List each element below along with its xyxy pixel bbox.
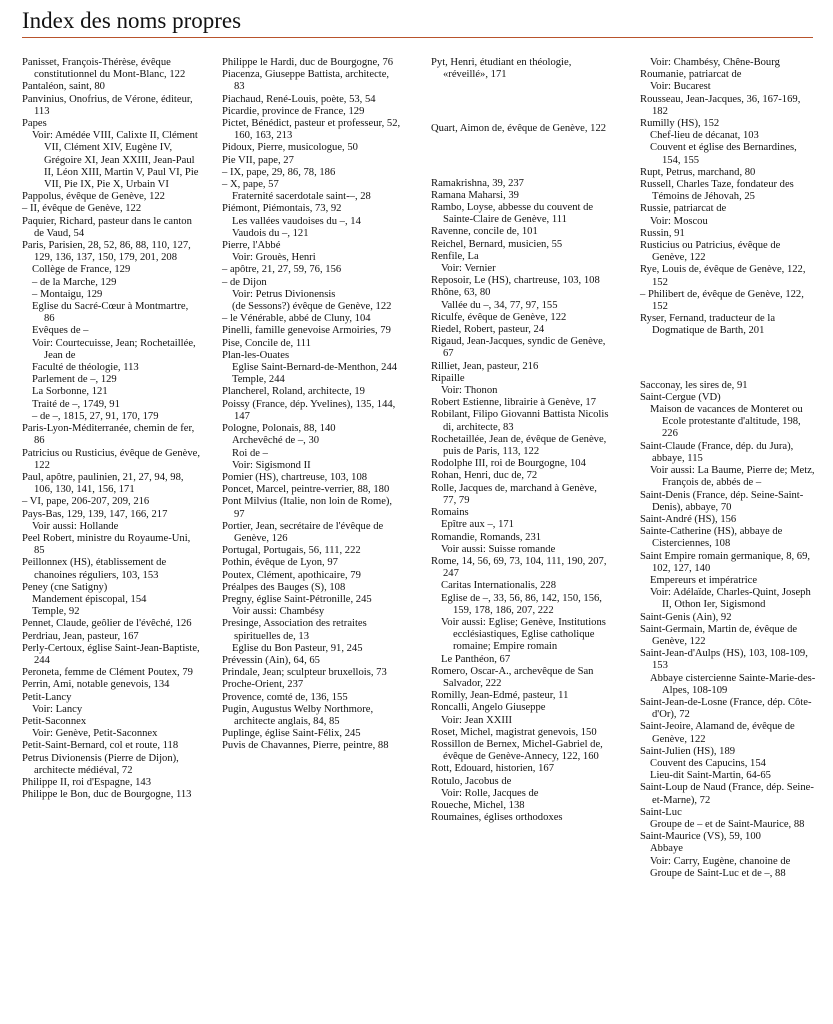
index-entry: Le Panthéon, 67 — [441, 653, 511, 665]
index-entry: Prévessin (Ain), 64, 65 — [222, 654, 320, 666]
index-entry: Paris, Parisien, 28, 52, 86, 88, 110, 127, 129, 136, 137, 150, 179, 201, 208 — [22, 240, 191, 264]
index-entry: Pays-Bas, 129, 139, 147, 166, 217 — [22, 508, 168, 520]
index-entry: Puvis de Chavannes, Pierre, peintre, 88 — [222, 740, 389, 752]
index-entry: Roueche, Michel, 138 — [431, 799, 525, 811]
index-entry: Eglise du Bon Pasteur, 91, 245 — [232, 642, 363, 654]
index-entry: Roncalli, Angelo Giuseppe — [431, 702, 546, 714]
index-entry: Poutex, Clément, apothicaire, 79 — [222, 569, 361, 581]
index-entry: Voir aussi: Eglise; Genève, Institutions ecclésiastiques, Eglise catholique romaine; Empire romain — [441, 616, 606, 653]
index-entry: Robert Estienne, librairie à Genève, 17 — [431, 397, 597, 409]
index-entry: Riculfe, évêque de Genève, 122 — [431, 311, 567, 323]
index-entry: Peillonnex (HS), établissement de chanoines réguliers, 103, 153 — [22, 557, 167, 581]
index-entry: Puplinge, église Saint-Félix, 245 — [222, 728, 361, 740]
index-entry: Voir: Amédée VIII, Calixte II, Clément VII, Clément XIV, Eugène IV, Grégoire XI, Jean XXIII, Jean-Paul II, Léon XIII, Martin V, Paul VI, Pie VII, Pie IX, Pie X, Urbain VI — [32, 130, 199, 191]
index-entry: Traité de –, 1749, 91 — [32, 398, 120, 410]
index-entry: Roset, Michel, magistrat genevois, 150 — [431, 726, 597, 738]
index-entry: Roumaines, églises orthodoxes — [431, 812, 563, 824]
index-entry: Romero, Oscar-A., archevêque de San Salvador, 222 — [431, 665, 594, 689]
index-entry: Roumanie, patriarcat de — [640, 69, 742, 81]
index-entry: Saint-Jean-d'Aulps (HS), 103, 108-109, 153 — [640, 648, 808, 672]
index-entry: Paris-Lyon-Méditerranée, chemin de fer, 86 — [22, 423, 195, 447]
index-entry: Archevêché de –, 30 — [232, 435, 320, 447]
index-entry: Voir: Chambésy, Chêne-Bourg — [650, 57, 780, 68]
index-entry: Piémont, Piémontais, 73, 92 — [222, 203, 342, 215]
index-entry: Voir: Moscou — [650, 215, 708, 227]
index-entry: Pierre, l'Abbé — [222, 240, 281, 252]
index-entry: Eglise de –, 33, 56, 86, 142, 150, 156, 159, 178, 186, 207, 222 — [441, 592, 602, 616]
index-entry: (de Sessons?) évêque de Genève, 122 — [232, 301, 392, 313]
index-entry: Sacconay, les sires de, 91 — [640, 379, 748, 391]
index-entry: Vallée du –, 34, 77, 97, 155 — [441, 299, 558, 311]
index-entry: Paquier, Richard, pasteur dans le canton de Vaud, 54 — [22, 215, 192, 239]
index-entry: Voir: Bucarest — [650, 81, 711, 93]
index-entry: Ramana Maharsi, 39 — [431, 189, 519, 201]
index-entry: Voir: Rolle, Jacques de — [441, 787, 539, 799]
index-entry: – de –, 1815, 27, 91, 170, 179 — [32, 410, 159, 422]
index-entry: Temple, 92 — [32, 606, 80, 618]
index-entry: Rott, Edouard, historien, 167 — [431, 763, 554, 775]
index-entry: Pie VII, pape, 27 — [222, 154, 294, 166]
index-entry: Saint-Germain, Martin de, évêque de Genève, 122 — [640, 623, 798, 647]
index-entry: Rupt, Petrus, marchand, 80 — [640, 166, 756, 178]
index-entry: Portier, Jean, secrétaire de l'évêque de Genève, 126 — [222, 520, 384, 544]
index-entry: Pinelli, famille genevoise Armoiries, 79 — [222, 325, 391, 337]
index-entry: Voir: Adélaïde, Charles-Quint, Joseph II, Othon Ier, Sigismond — [650, 587, 811, 611]
index-entry: – Montaigu, 129 — [32, 288, 103, 300]
index-entry: – apôtre, 21, 27, 59, 76, 156 — [222, 264, 342, 276]
index-entry: Collège de France, 129 — [32, 264, 131, 276]
index-entry: Préalpes des Bauges (S), 108 — [222, 581, 346, 593]
index-entry: Voir aussi: La Baume, Pierre de; Metz, François de, abbés de – — [650, 465, 815, 489]
index-entry: Lieu-dit Saint-Martin, 64-65 — [650, 770, 771, 782]
index-entry: Saint-Jeoire, Alamand de, évêque de Genève, 122 — [640, 721, 795, 745]
index-entry: Ryser, Fernand, traducteur de la Dogmatique de Barth, 201 — [640, 313, 776, 337]
index-entry: Rambo, Loyse, abbesse du couvent de Sainte-Claire de Genève, 111 — [431, 202, 594, 226]
index-entry: Poissy (France, dép. Yvelines), 135, 144, 147 — [222, 398, 396, 422]
index-entry: Reichel, Bernard, musicien, 55 — [431, 238, 563, 250]
index-entry: Poncet, Marcel, peintre-verrier, 88, 180 — [222, 484, 390, 496]
index-entry: Russin, 91 — [640, 227, 685, 239]
index-entry: – VI, pape, 206-207, 209, 216 — [22, 496, 150, 508]
index-entry: Pise, Concile de, 111 — [222, 337, 311, 349]
index-entry: – II, évêque de Genève, 122 — [22, 203, 142, 215]
index-entry: Prindale, Jean; sculpteur bruxellois, 73 — [222, 667, 387, 679]
index-entry: Ravenne, concile de, 101 — [431, 226, 538, 238]
index-entry: Groupe de Saint-Luc et de –, 88 — [650, 867, 786, 879]
index-entry: – de la Marche, 129 — [32, 276, 117, 288]
index-entry: Epître aux –, 171 — [441, 519, 514, 531]
index-entry: Pothin, évêque de Lyon, 97 — [222, 557, 338, 569]
index-entry: Empereurs et impératrice — [650, 574, 758, 586]
index-entry: – IX, pape, 29, 86, 78, 186 — [222, 166, 336, 178]
index-entry: Paul, apôtre, paulinien, 21, 27, 94, 98, 106, 130, 141, 156, 171 — [22, 471, 184, 496]
index-entry: Roi de – — [232, 447, 268, 459]
header-rule — [22, 37, 813, 38]
index-entry: Saint-Maurice (VS), 59, 100 — [640, 831, 761, 843]
index-entry: Saint-André (HS), 156 — [640, 513, 737, 525]
index-entry: Mandement épiscopal, 154 — [32, 593, 147, 605]
index-entry: Rochetaillée, Jean de, évêque de Genève, puis de Paris, 113, 122 — [431, 433, 607, 458]
index-entry: Saint-Loup de Naud (France, dép. Seine-et-Marne), 72 — [640, 782, 814, 806]
index-entry: Plancherel, Roland, architecte, 19 — [222, 386, 365, 398]
index-entry: Rilliet, Jean, pasteur, 216 — [431, 360, 539, 372]
index-entry: Romilly, Jean-Edmé, pasteur, 11 — [431, 690, 569, 702]
index-entry: Philippe le Bon, duc de Bourgogne, 113 — [22, 789, 192, 801]
index-entry: Ripaille — [431, 372, 465, 384]
index-entry: Voir: Grouès, Henri — [232, 252, 316, 264]
index-entry: Evêques de – — [32, 325, 89, 337]
index-entry: Saint-Luc — [640, 806, 682, 818]
index-column-4 — [640, 57, 816, 880]
index-entry: Voir aussi: Chambésy — [232, 606, 325, 618]
index-entry: Patricius ou Rusticius, évêque de Genève, 122 — [22, 447, 200, 471]
index-entry: Saint Empire romain germanique, 8, 69, 102, 127, 140 — [640, 550, 811, 574]
index-column-1 — [22, 57, 200, 801]
index-entry: Caritas Internationalis, 228 — [441, 580, 557, 592]
index-entry: Russie, patriarcat de — [640, 203, 727, 215]
index-entry: Plan-les-Ouates — [222, 349, 290, 361]
index-entry: Rossillon de Bernex, Michel-Gabriel de, évêque de Genève-Annecy, 122, 160 — [431, 738, 603, 763]
index-entry: Pugin, Augustus Welby Northmore, architecte anglais, 84, 85 — [222, 703, 374, 727]
index-entry: Rigaud, Jean-Jacques, syndic de Genève, 67 — [431, 336, 606, 360]
index-entry: Voir: Thonon — [441, 385, 498, 397]
index-entry: Portugal, Portugais, 56, 111, 222 — [222, 545, 361, 557]
index-entry: Reposoir, Le (HS), chartreuse, 103, 108 — [431, 275, 600, 287]
index-entry: Saint-Genis (Ain), 92 — [640, 611, 732, 623]
index-entry: Rusticius ou Patricius, évêque de Genève, 122 — [640, 240, 781, 264]
index-entry: Saint-Denis (France, dép. Seine-Saint-Denis), abbaye, 70 — [640, 489, 804, 513]
index-entry: Philippe le Hardi, duc de Bourgogne, 76 — [222, 57, 394, 68]
index-entry: Rousseau, Jean-Jacques, 36, 167-169, 182 — [640, 93, 801, 117]
index-entry: Petit-Saconnex — [22, 715, 87, 727]
index-entry: Panvinius, Onofrius, de Vérone, éditeur, 113 — [22, 93, 193, 117]
index-entry: Voir: Jean XXIII — [441, 714, 513, 726]
index-entry: Groupe de – et de Saint-Maurice, 88 — [650, 818, 805, 830]
index-entry: Pyt, Henri, étudiant en théologie, «réveillé», 171 — [431, 57, 572, 81]
index-entry: Voir: Courtecuisse, Jean; Rochetaillée, Jean de — [32, 337, 196, 361]
index-entry: Voir: Carry, Eugène, chanoine de — [650, 855, 791, 867]
index-entry: Renfile, La — [431, 250, 479, 262]
index-entry: Pidoux, Pierre, musicologue, 50 — [222, 142, 358, 154]
index-entry: Voir aussi: Hollande — [32, 520, 119, 532]
index-entry: Voir: Genève, Petit-Saconnex — [32, 728, 158, 740]
index-entry: La Sorbonne, 121 — [32, 386, 108, 398]
index-entry: Voir: Lancy — [32, 703, 83, 715]
index-entry: Papes — [22, 118, 47, 130]
index-entry: Pregny, église Saint-Pétronille, 245 — [222, 593, 372, 605]
index-entry: – X, pape, 57 — [222, 179, 279, 191]
index-entry: Temple, 244 — [232, 374, 285, 386]
index-entry: Voir: Petrus Divionensis — [232, 288, 336, 300]
index-entry: – Philibert de, évêque de Genève, 122, 152 — [640, 288, 804, 313]
index-entry: Couvent et église des Bernardines, 154, 155 — [650, 142, 797, 166]
index-column-3 — [431, 57, 609, 824]
index-entry: Robilant, Filipo Giovanni Battista Nicolis di, architecte, 83 — [431, 409, 609, 433]
index-entry: Perrin, Ami, notable genevois, 134 — [22, 679, 170, 691]
index-entry: Eglise Saint-Bernard-de-Menthon, 244 — [232, 362, 398, 374]
index-entry: Quart, Aimon de, évêque de Genève, 122 — [431, 123, 607, 135]
index-entry: – de Dijon — [222, 276, 267, 288]
index-entry: – le Vénérable, abbé de Cluny, 104 — [222, 313, 371, 325]
index-entry: Pont Milvius (Italie, non loin de Rome), 97 — [222, 496, 393, 520]
index-entry: Parlement de –, 129 — [32, 374, 117, 386]
index-entry: Pictet, Bénédict, pasteur et professeur, 52, 160, 163, 213 — [222, 118, 401, 142]
index-entry: Voir: Vernier — [441, 263, 496, 275]
index-entry: Rolle, Jacques de, marchand à Genève, 77, 79 — [431, 482, 597, 506]
index-entry: Rohan, Henri, duc de, 72 — [431, 470, 538, 482]
index-entry: Perly-Certoux, église Saint-Jean-Baptiste, 244 — [22, 642, 200, 666]
index-entry: Romains — [431, 507, 469, 519]
index-entry: Ramakrishna, 39, 237 — [431, 177, 524, 189]
index-entry: Saint-Jean-de-Losne (France, dép. Côte-d'Or), 72 — [640, 696, 812, 721]
index-entry: Saint-Julien (HS), 189 — [640, 745, 736, 757]
index-entry: Petrus Divionensis (Pierre de Dijon), architecte médiéval, 72 — [22, 752, 179, 776]
index-entry: Pappolus, évêque de Genève, 122 — [22, 191, 165, 203]
index-entry: Peney (cne Satigny) — [22, 581, 108, 593]
index-entry: Vaudois du –, 121 — [232, 227, 309, 239]
index-entry: Picardie, province de France, 129 — [222, 105, 365, 117]
index-entry: Provence, comté de, 136, 155 — [222, 691, 348, 703]
index-entry: Petit-Saint-Bernard, col et route, 118 — [22, 740, 179, 752]
index-entry: Petit-Lancy — [22, 691, 72, 703]
index-entry: Presinge, Association des retraites spirituelles de, 13 — [222, 618, 367, 642]
index-entry: Peel Robert, ministre du Royaume-Uni, 85 — [22, 532, 191, 557]
index-entry: Pomier (HS), chartreuse, 103, 108 — [222, 471, 368, 483]
index-entry: Chef-lieu de décanat, 103 — [650, 130, 759, 142]
index-entry: Voir aussi: Suisse romande — [441, 543, 556, 555]
index-entry: Romandie, Romands, 231 — [431, 531, 542, 543]
index-entry: Abbaye cistercienne Sainte-Marie-des-Alpes, 108-109 — [650, 672, 816, 696]
index-entry: Sainte-Catherine (HS), abbaye de Cisterciennes, 108 — [640, 526, 783, 550]
index-entry: Pantaléon, saint, 80 — [22, 81, 105, 93]
index-entry: Pologne, Polonais, 88, 140 — [222, 423, 336, 435]
index-entry: Eglise du Sacré-Cœur à Montmartre, 86 — [32, 301, 189, 325]
index-column-2 — [222, 57, 402, 753]
index-entry: Rhône, 63, 80 — [431, 287, 491, 299]
index-entry: Rome, 14, 56, 69, 73, 104, 111, 190, 207, 247 — [431, 555, 607, 580]
index-entry: Philippe II, roi d'Espagne, 143 — [22, 776, 152, 788]
index-entry: Abbaye — [650, 843, 683, 855]
index-entry: Piacenza, Giuseppe Battista, architecte, 83 — [222, 69, 390, 93]
index-entry: Piachaud, René-Louis, poète, 53, 54 — [222, 93, 376, 105]
index-entry: Les vallées vaudoises du –, 14 — [232, 215, 361, 227]
index-entry: Maison de vacances de Monteret ou Ecole protestante d'altitude, 198, 226 — [650, 404, 803, 440]
index-entry: Faculté de théologie, 113 — [32, 362, 139, 374]
index-entry: Peroneta, femme de Clément Poutex, 79 — [22, 667, 193, 679]
index-entry: Rye, Louis de, évêque de Genève, 122, 152 — [640, 264, 806, 288]
index-entry: Saint-Cergue (VD) — [640, 391, 721, 403]
index-entry: Fraternité sacerdotale saint-–, 28 — [232, 191, 371, 203]
index-entry: Couvent des Capucins, 154 — [650, 757, 766, 769]
index-entry: Riedel, Robert, pasteur, 24 — [431, 324, 545, 336]
index-entry: Russell, Charles Taze, fondateur des Témoins de Jéhovah, 25 — [640, 179, 794, 203]
index-entry: Perdriau, Jean, pasteur, 167 — [22, 630, 139, 642]
index-entry: Voir: Sigismond II — [232, 459, 311, 471]
page-title: Index des noms propres — [22, 8, 242, 33]
index-entry: Rumilly (HS), 152 — [640, 118, 720, 130]
index-entry: Saint-Claude (France, dép. du Jura), abbaye, 115 — [640, 440, 794, 464]
index-entry: Panisset, François-Thérèse, évêque constitutionnel du Mont-Blanc, 122 — [22, 57, 186, 81]
index-entry: Rodolphe III, roi de Bourgogne, 104 — [431, 458, 586, 470]
index-entry: Pennet, Claude, geôlier de l'évêché, 126 — [22, 618, 192, 630]
index-entry: Rotulo, Jacobus de — [431, 775, 512, 787]
index-entry: Proche-Orient, 237 — [222, 679, 304, 691]
